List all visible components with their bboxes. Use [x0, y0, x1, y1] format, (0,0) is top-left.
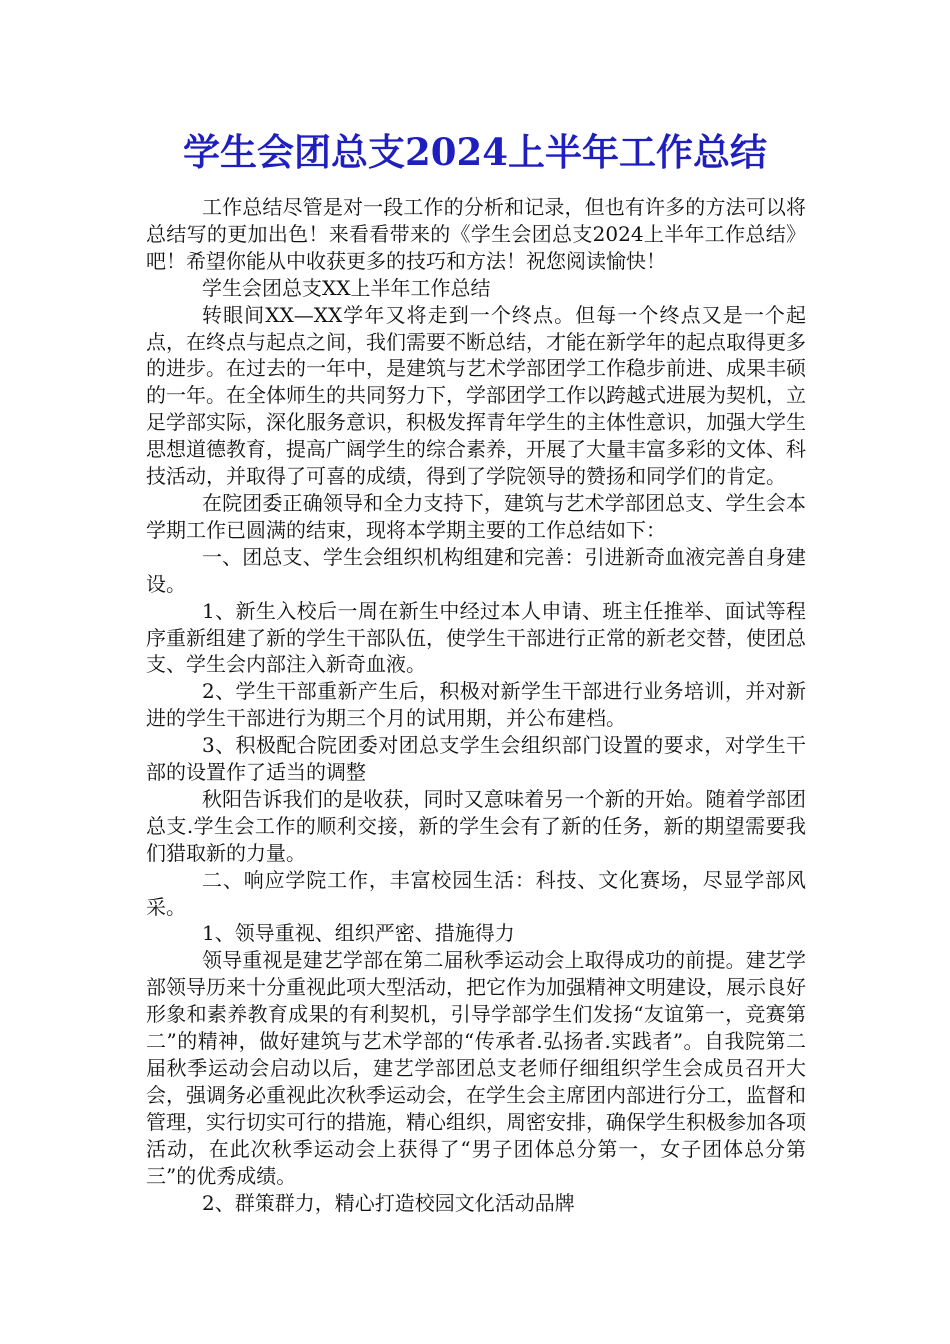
list-item-1-3: 3、积极配合院团委对团总支学生会组织部门设置的要求，对学生干部的设置作了适当的调整: [146, 733, 806, 785]
paragraph-summary-intro: 在院团委正确领导和全力支持下，建筑与艺术学部团总支、学生会本学期工作已圆满的结束，现将本学期主要的工作总结如下：: [146, 490, 806, 542]
section-heading-1: 一、团总支、学生会组织机构组建和完善：引进新奇血液完善自身建设。: [146, 544, 806, 596]
document-title: 学生会团总支2024上半年工作总结: [183, 130, 767, 174]
paragraph-autumn: 秋阳告诉我们的是收获，同时又意味着另一个新的开始。随着学部团总支.学生会工作的顺利交接，新的学生会有了新的任务，新的期望需要我们猎取新的力量。: [146, 786, 806, 865]
list-item-2-2: 2、群策群力，精心打造校园文化活动品牌: [202, 1190, 575, 1215]
list-item-1-1: 1、新生入校后一周在新生中经过本人申请、班主任推举、面试等程序重新组建了新的学生干部队伍，使学生干部进行正常的新老交替，使团总支、学生会内部注入新奇血液。: [146, 598, 806, 677]
document-body: [146, 194, 806, 1216]
paragraph-subtitle: 学生会团总支XX上半年工作总结: [202, 275, 491, 300]
paragraph-sports-meet: 领导重视是建艺学部在第二届秋季运动会上取得成功的前提。建艺学部领导历来十分重视此项大型活动，把它作为加强精神文明建设，展示良好形象和素养教育成果的有利契机，引导学部学生们发扬“友谊第一，竞赛第二”的精神，做好建筑与艺术学部的“传承者.弘扬者.实践者”。自我院第二届秋季运动会启动以后，建艺学部团总支老师仔细组织学生会成员召开大会，强调务必重视此次秋季运动会，在学生会主席团内部进行分工，监督和管理，实行切实可行的措施，精心组织，周密安排，确保学生积极参加各项活动，在此次秋季运动会上获得了“男子团体总分第一，女子团体总分第三”的优秀成绩。: [146, 948, 806, 1188]
section-heading-2: 二、响应学院工作，丰富校园生活：科技、文化赛场，尽显学部风采。: [146, 867, 806, 919]
list-item-2-1: 1、领导重视、组织严密、措施得力: [202, 921, 515, 946]
paragraph-intro: 工作总结尽管是对一段工作的分析和记录，但也有许多的方法可以将总结写的更加出色！来看看带来的《学生会团总支2024上半年工作总结》吧！希望你能从中收获更多的技巧和方法！祝您阅读愉快！: [146, 195, 806, 273]
list-item-1-2: 2、学生干部重新产生后，积极对新学生干部进行业务培训，并对新进的学生干部进行为期三个月的试用期，并公布建档。: [146, 679, 806, 731]
paragraph-overview: 转眼间XX—XX学年又将走到一个终点。但每一个终点又是一个起点，在终点与起点之间，我们需要不断总结，才能在新学年的起点取得更多的进步。在过去的一年中，是建筑与艺术学部团学工作稳步前进、成果丰硕的一年。在全体师生的共同努力下，学部团学工作以跨越式进展为契机，立足学部实际，深化服务意识，积极发挥青年学生的主体性意识，加强大学生思想道德教育，提高广阔学生的综合素养，开展了大量丰富多彩的文体、科技活动，并取得了可喜的成绩，得到了学院领导的赞扬和同学们的肯定。: [146, 302, 806, 489]
